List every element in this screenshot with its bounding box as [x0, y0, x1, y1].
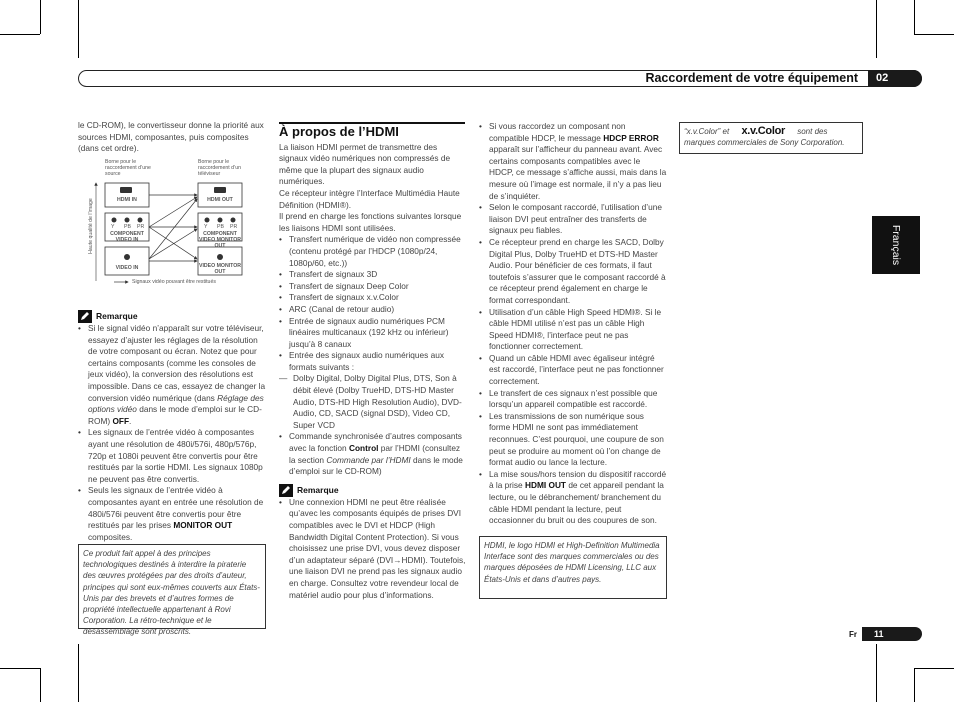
hdmi-intro-paragraph: Il prend en charge les fonctions suivantes lorsque les liaisons HDMI sont utilisées.: [279, 211, 462, 233]
rovi-copyright-notice: Ce produit fait appel à des principes technologiques destinés à interdire la piraterie des œuvres protégées par des droits d’auteur, principes qui sont eux-mêmes couverts aux États-Unis par des brevets et d’autres formes de propriété intellectuelle appartenant à Rovi Corporation. La rétro-technique et le désassemblage sont proscrits.: [78, 544, 266, 629]
page-header-title: Raccordement de votre équipement: [645, 71, 858, 85]
column-3: [479, 121, 667, 527]
intro-paragraph: le CD-ROM), le convertisseur donne la priorité aux sources HDMI, composantes, puis composites (dans cet ordre).: [78, 120, 264, 154]
language-tab-label: Français: [890, 224, 902, 266]
note-title: Remarque: [297, 484, 339, 495]
list-item: • Quand un câble HDMI avec égaliseur intégré est raccordé, l’interface peut ne pas fonctionner correctement.: [479, 353, 667, 388]
list-item: • Entrée des signaux audio numériques aux formats suivants :: [279, 350, 467, 373]
list-item: • Transfert de signaux x.v.Color: [279, 292, 467, 304]
hdmi-in-box: [105, 183, 149, 207]
hdmi-out-label: HDMI OUT: [207, 197, 233, 203]
crop-mark: [0, 34, 40, 35]
feature-list: [279, 234, 467, 373]
list-item: • Les transmissions de son numérique sous forme HDMI ne sont pas immédiatement reconnues. C’est pourquoi, une coupure de son peut se produire au moment où l’on change de format audio ou lance la lecture.: [479, 411, 667, 469]
jack-pb-label: PB: [124, 224, 131, 230]
list-item: • La mise sous/hors tension du dispositif raccordé à la prise HDMI OUT de cet appareil pendant la lecture, ou le débranchement/ branchement du câble HDMI pendant la lecture, peut occasionner du bruit ou des coupures de son.: [479, 469, 667, 527]
crop-mark: [876, 0, 877, 58]
crop-mark: [876, 644, 877, 702]
crop-mark: [78, 0, 79, 58]
hdmi-intro-paragraph: La liaison HDMI permet de transmettre des signaux vidéo numériques non compressés de même que la plupart des signaux audio numériques.: [279, 141, 451, 187]
list-item: • Une connexion HDMI ne peut être réalisée qu’avec les composants équipés de prises DVI compatibles avec le DVI et HDCP (High Bandwidth Digital Content Protection). Si vous choisissez une prise DVI, vous devez disposer d’un adaptateur séparé (DVI→HDMI). Toutefois, une liaison DVI ne prend pas les signaux audio en charge. Consultez votre revendeur local de matériel audio pour plus d’informations.: [279, 497, 467, 601]
crop-mark: [78, 644, 79, 702]
image-quality-axis-label: Haute qualité de l’image: [88, 198, 94, 254]
tv-terminal-label: Borne pour le raccordement d’un téléviseur: [198, 159, 241, 177]
footer-language: Fr: [849, 630, 857, 639]
jack-pb-label: PB: [217, 224, 224, 230]
section-title: À propos de l’HDMI: [279, 124, 399, 139]
note-list: [78, 323, 266, 543]
audio-format-list: — Dolby Digital, Dolby Digital Plus, DTS, Son à débit élevé (Dolby TrueHD, DTS-HD Master Audio, DTS-HD High Resolution Audio), DVD-Audio, CD, SACD (signal DSD), Video CD, Super VCD: [279, 373, 467, 431]
xvcolor-trademark-notice: “x.v.Color” et x.v.Color sont des marques commerciales de Sony Corporation.: [679, 122, 863, 154]
component-out-label: COMPONENT VIDEO MONITOR OUT: [199, 231, 241, 249]
list-item: • Transfert de signaux Deep Color: [279, 281, 467, 293]
pencil-note-icon: [78, 310, 92, 323]
hdmi-in-label: HDMI IN: [117, 197, 137, 203]
list-item: • Transfert de signaux 3D: [279, 269, 467, 281]
language-tab: [872, 216, 920, 274]
column-1-notes: [78, 310, 266, 543]
crop-mark: [914, 0, 915, 34]
crop-mark: [40, 668, 41, 702]
list-item: • Ce récepteur prend en charge les SACD, Dolby Digital Plus, Dolby TrueHD et DTS-HD Master Audio. Pour bénéficier de ces formats, il faut toutefois s’assurer que le composant raccordé à ce récepteur prend également en charge le format correspondant.: [479, 237, 667, 307]
list-item: • Si le signal vidéo n’apparaît sur votre téléviseur, essayez d’ajuster les réglages de la résolution de votre composant ou écran. Notez que pour certains composants (comme les consoles de jeux vidéo), la conversion des résolutions est impossible. Dans ce cas, essayez de changer la conversion vidéo numérique (dans Réglage des options vidéo dans le mode d’emploi sur le CD-ROM) OFF.: [78, 323, 266, 427]
component-in-label: COMPONENT VIDEO IN: [110, 231, 144, 243]
video-conversion-diagram: [78, 155, 278, 295]
jack-y-label: Y: [111, 224, 115, 230]
crop-mark: [914, 34, 954, 35]
hdmi-out-box: [198, 183, 242, 207]
crop-mark: [914, 668, 915, 702]
page-number: 11: [862, 627, 922, 641]
chapter-number: 02: [868, 70, 922, 87]
video-out-label: VIDEO MONITOR OUT: [199, 263, 241, 275]
hdmi-intro-paragraph: Ce récepteur intègre l’Interface Multimédia Haute Définition (HDMI®).: [279, 187, 460, 210]
jack-y-label: Y: [204, 224, 208, 230]
note-title: Remarque: [96, 310, 138, 321]
column-2: [279, 126, 467, 601]
pencil-note-icon: [279, 484, 293, 497]
list-item: • Les signaux de l’entrée vidéo à composantes ayant une résolution de 480i/576i, 480p/576p, 720p et 1080i peuvent être convertis pour être restitués par la sortie HDMI. Les signaux 1080p ne peuvent pas être convertis.: [78, 427, 266, 485]
list-item: • ARC (Canal de retour audio): [279, 304, 467, 316]
list-item: • Utilisation d’un câble High Speed HDMI®. Si le câble HDMI utilisé n’est pas un câble High Speed HDMI®, l’interface peut ne pas fonctionner correctement.: [479, 307, 667, 353]
column-1: [78, 120, 266, 155]
crop-mark: [40, 0, 41, 34]
note-heading: [279, 484, 467, 497]
xvcolor-logo: x.v.Color: [741, 125, 785, 137]
list-item: • Seuls les signaux de l’entrée vidéo à composantes ayant en entrée une résolution de 480i/576i peuvent être convertis pour être restitués par les prises MONITOR OUT composites.: [78, 485, 266, 543]
list-item: • Selon le composant raccordé, l’utilisation d’une liaison DVI peut entraîner des transferts de signaux peu fiables.: [479, 202, 667, 237]
list-item: • Si vous raccordez un composant non compatible HDCP, le message HDCP ERROR apparaît sur l’afficheur du panneau avant. Avec certains composants compatibles avec le HDCP, ce message s’affiche aussi, mais dans la mesure où l’image est normale, il n’y a pas lieu de s’inquiéter.: [479, 121, 667, 202]
list-item: • Commande synchronisée d’autres composants avec la fonction Control par l’HDMI (consultez la section Commande par l’HDMI dans le mode d’emploi sur le CD-ROM): [279, 431, 467, 477]
crop-mark: [914, 668, 954, 669]
jack-pr-label: PR: [230, 224, 238, 230]
note-heading: [78, 310, 266, 323]
hdmi-notes-list: [479, 121, 667, 527]
source-terminal-label: Borne pour le raccordement d’une source: [105, 159, 151, 177]
diagram-legend: Signaux vidéo pouvant être restitués: [132, 279, 216, 285]
crop-mark: [0, 668, 40, 669]
video-in-label: VIDEO IN: [115, 265, 139, 271]
hdmi-trademark-notice: HDMI, le logo HDMI et High-Definition Multimedia Interface sont des marques commerciales ou des marques déposées de HDMI Licensing, LLC aux États-Unis et dans d’autres pays.: [479, 536, 667, 599]
jack-pr-label: PR: [137, 224, 145, 230]
section-rule: [279, 122, 465, 124]
list-item: • Transfert numérique de vidéo non compressée (contenu protégé par l’HDCP (1080p/24, 1080p/60, etc.)): [279, 234, 467, 269]
list-item: • Le transfert de ces signaux n’est possible que lorsqu’un appareil compatible est raccordé.: [479, 388, 667, 411]
list-item: • Entrée de signaux audio numériques PCM linéaires multicanaux (192 kHz ou inférieur) jusqu’à 8 canaux: [279, 316, 467, 351]
